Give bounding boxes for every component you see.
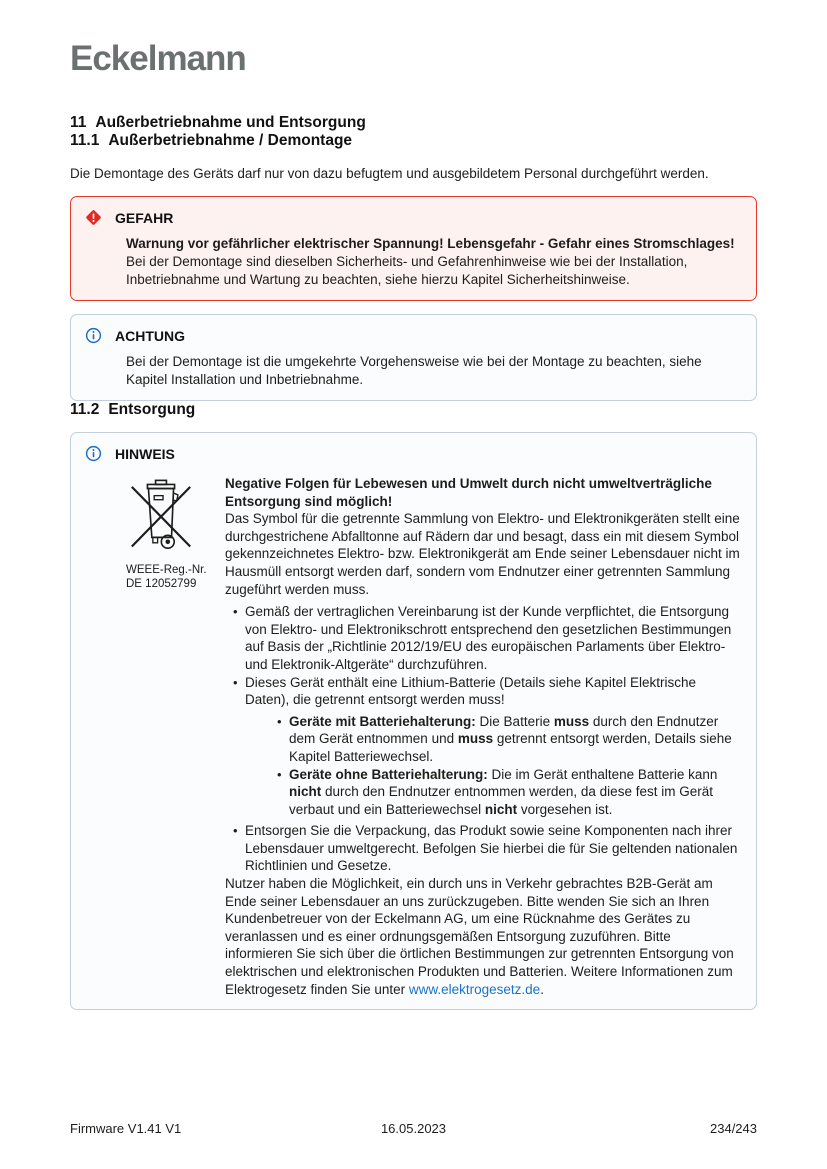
- footer-date: 16.05.2023: [380, 1121, 447, 1136]
- hint-headline: Negative Folgen für Lebewesen und Umwelt durch nicht umweltverträgliche Entsorgung sind möglich!: [225, 476, 712, 509]
- hint-text-column: [225, 475, 740, 998]
- chapter-title: Außerbetriebnahme und Entsorgung: [95, 114, 366, 131]
- attention-box-header: [85, 327, 740, 344]
- list-item: • Gemäß der vertraglichen Vereinbarung ist der Kunde verpflichtet, die Entsorgung von Elektro- und Elektronikschrott entsprechend den gesetzlichen Bestimmungen auf Basis der „Richtlinie 2012/19/EU des europäischen Parlaments über Elektro- und Elektronik-Altgeräte“ durchzuführen.: [233, 603, 740, 673]
- footer-firmware-version: Firmware V1.41 V1: [70, 1121, 182, 1136]
- info-circle-icon: [85, 327, 102, 344]
- intro-paragraph: Die Demontage des Geräts darf nur von dazu befugtem und ausgebildetem Personal durchgeführt werden.: [70, 166, 709, 181]
- section-number: 11.1: [70, 132, 100, 149]
- list-item: • Entsorgen Sie die Verpackung, das Produkt sowie seine Komponenten nach ihrer Lebensdauer umweltgerecht. Befolgen Sie hierbei die für Sie geltenden nationalen Richtlinien und Gesetze.: [233, 822, 740, 875]
- danger-box-body: [113, 235, 740, 289]
- hint-sub-bullet-list: [277, 709, 740, 823]
- chapter-heading: [70, 114, 757, 132]
- hint-bullet-list: [225, 603, 740, 875]
- section-title: Außerbetriebnahme / Demontage: [108, 132, 353, 149]
- list-item: • Geräte mit Batteriehalterung: Die Batterie muss durch den Endnutzer dem Gerät entnommen und muss getrennt entsorgt werden, Details siehe Kapitel Batteriewechsel.: [277, 713, 740, 766]
- section-number: 11.2: [70, 401, 100, 418]
- weee-crossed-bin-icon: [127, 478, 195, 554]
- weee-registration-label: [126, 563, 225, 591]
- list-item-text: Dieses Gerät enthält eine Lithium-Batterie (Details siehe Kapitel Elektrische Daten), die getrennt entsorgt werden muss!: [245, 674, 696, 708]
- weee-figure: [126, 475, 225, 998]
- company-logo: Eckelmann: [70, 39, 246, 78]
- danger-box-header: [85, 209, 740, 226]
- info-circle-icon: [85, 445, 102, 462]
- list-item: [233, 674, 740, 823]
- page-footer: [70, 1121, 757, 1136]
- hint-symbol-text: Das Symbol für die getrennte Sammlung von Elektro- und Elektronikgeräten stellt eine durchgestrichene Abfalltonne auf Rädern dar und besagt, dass ein mit diesem Symbol gekennzeichnetes Elektro- bzw. Elektronikgerät am Ende seiner Lebensdauer nicht im Hausmüll entsorgt werden darf, sondern vom Endnutzer einer getrennten Sammlung zugeführt werden muss.: [225, 511, 740, 597]
- weee-reg-line1: WEEE-Reg.-Nr.: [126, 564, 207, 576]
- section-title: Entsorgung: [108, 401, 196, 418]
- hint-box-header: [85, 445, 740, 462]
- section-heading-11-2: [70, 401, 757, 419]
- attention-box-title: ACHTUNG: [115, 327, 185, 344]
- hint-box: [70, 432, 757, 1010]
- danger-diamond-icon: [85, 209, 102, 226]
- hint-closing-paragraph: Nutzer haben die Möglichkeit, ein durch uns in Verkehr gebrachtes B2B-Gerät am Ende seiner Lebensdauer an uns zurückzugeben. Bitte wenden Sie sich an Ihren Kundenbetreuer von der Eckelmann AG, um eine Rücknahme des Gerätes zu veranlassen und es einer ordnungsgemäßen Entsorgung zuzuführen. Bitte informieren Sie sich über die örtlichen Bestimmungen zur getrennten Entsorgung von elektrischen und elektronischen Produkten und Batterien. Weitere Informationen zum Elektrogesetz finden Sie unter www.elektrogesetz.de.: [225, 876, 734, 997]
- footer-page-number: 234/243: [710, 1121, 757, 1136]
- chapter-number: 11: [70, 114, 87, 131]
- danger-box-title: GEFAHR: [115, 209, 174, 226]
- hint-box-body: [113, 475, 740, 998]
- danger-headline: Warnung vor gefährlicher elektrischer Spannung! Lebensgefahr - Gefahr eines Stromschlages!: [126, 236, 735, 251]
- external-link[interactable]: www.elektrogesetz.de: [408, 981, 541, 997]
- danger-box: [70, 196, 757, 301]
- attention-box: [70, 314, 757, 401]
- danger-text: Bei der Demontage sind dieselben Sicherheits- und Gefahrenhinweise wie bei der Installation, Inbetriebnahme und Wartung zu beachten, siehe hierzu Kapitel Sicherheitshinweise.: [126, 254, 688, 287]
- weee-reg-line2: DE 12052799: [126, 578, 197, 590]
- section-heading-11-1: [70, 132, 757, 150]
- hint-box-title: HINWEIS: [115, 445, 175, 462]
- attention-text: Bei der Demontage ist die umgekehrte Vorgehensweise wie bei der Montage zu beachten, siehe Kapitel Installation und Inbetriebnahme.: [126, 354, 702, 387]
- list-item: • Geräte ohne Batteriehalterung: Die im Gerät enthaltene Batterie kann nicht durch den Endnutzer entnommen werden, da diese fest im Gerät verbaut und ein Batteriewechsel nicht vorgesehen ist.: [277, 766, 740, 819]
- attention-box-body: [113, 353, 740, 389]
